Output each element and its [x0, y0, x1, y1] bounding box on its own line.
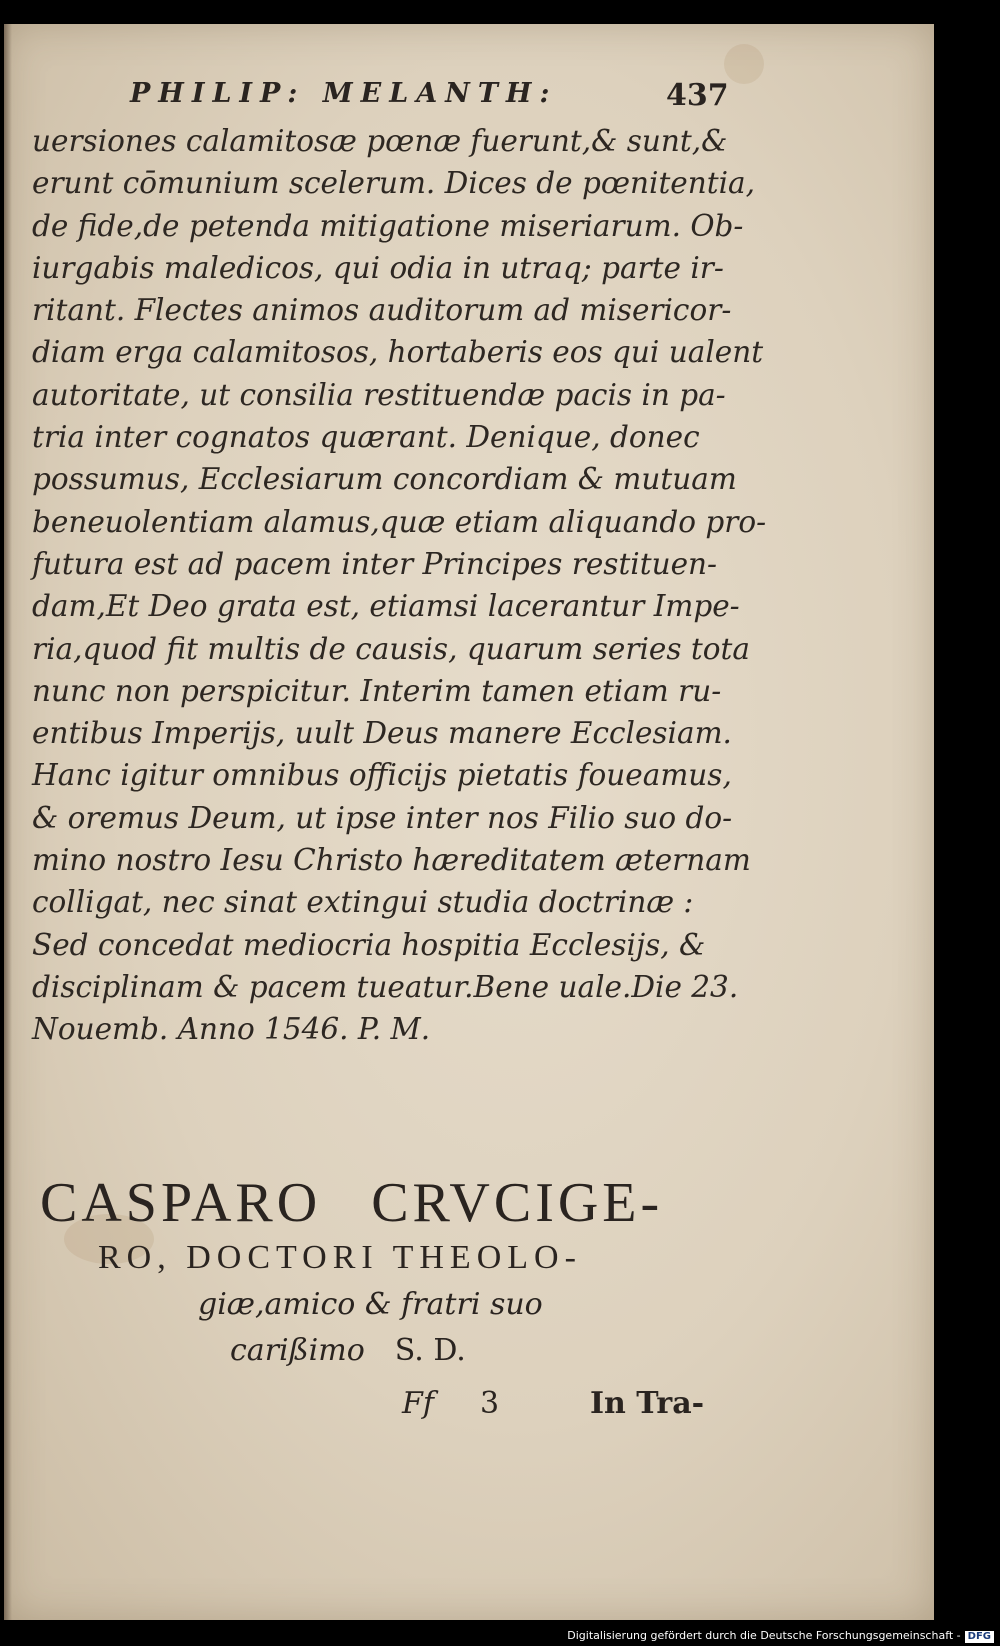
text-line: beneuolentiam alamus,quæ etiam aliquando pro- [32, 504, 767, 539]
leaf-number: 3 [480, 1386, 500, 1421]
text-line: autoritate, ut consilia restituendæ pacis in pa- [32, 377, 726, 412]
heading-salutation-word: carißimo [230, 1333, 365, 1368]
text-line: ritant. Flectes animos auditorum ad misericor- [32, 293, 732, 328]
text-line: tria inter cognatos quærant. Denique, donec [32, 420, 700, 455]
text-line: disciplinam & pacem tueatur.Bene uale.Die 23. [32, 969, 739, 1004]
credit-text: Digitalisierung gefördert durch die Deutsche Forschungsgemeinschaft - [567, 1629, 961, 1642]
text-line: possumus, Ecclesiarum concordiam & mutuam [32, 462, 737, 497]
page-footer [402, 1386, 742, 1421]
heading-salutation-abbr: S. D. [394, 1333, 466, 1368]
text-line: ria,quod fit multis de causis, quarum series tota [32, 631, 750, 666]
text-line: Nouemb. Anno 1546. P. M. [32, 1012, 431, 1047]
running-head: PHILIP: MELANTH: [130, 78, 558, 109]
heading-addressee-first: CASPARO [40, 1172, 322, 1234]
letter-body [32, 120, 767, 1051]
page-number: 437 [666, 78, 729, 113]
text-line: colligat, nec sinat extingui studia doctrinæ : [32, 885, 694, 920]
heading-line-1 [40, 1172, 740, 1234]
text-line: de fide,de petenda mitigatione miseriarum. Ob- [32, 208, 744, 243]
text-line: futura est ad pacem inter Principes restituen- [32, 546, 718, 581]
text-line: & oremus Deum, ut ipse inter nos Filio suo do- [32, 800, 733, 835]
dfg-logo: DFG [965, 1631, 994, 1643]
heading-line-4 [230, 1328, 740, 1374]
signature-mark: Ff [402, 1386, 434, 1421]
text-line: dam,Et Deo grata est, etiamsi lacerantur Impe- [32, 589, 740, 624]
paper-stain [724, 44, 764, 84]
heading-addressee-surname: CRVCIGE- [371, 1172, 664, 1234]
text-line: iurgabis maledicos, qui odia in utraq; parte ir- [32, 250, 724, 285]
letter-heading [40, 1172, 740, 1374]
text-line: mino nostro Iesu Christo hæreditatem æternam [32, 843, 751, 878]
text-line: Sed concedat mediocria hospitia Ecclesijs, & [32, 927, 706, 962]
text-line: entibus Imperijs, uult Deus manere Ecclesiam. [32, 716, 732, 751]
text-line: Hanc igitur omnibus officijs pietatis foueamus, [32, 758, 732, 793]
catchword: In Tra- [590, 1386, 705, 1421]
heading-line-3: giæ,amico & fratri suo [198, 1287, 543, 1322]
digitization-credit [567, 1629, 994, 1643]
text-line: erunt cōmunium scelerum. Dices de pœnitentia, [32, 166, 756, 201]
text-line: uersiones calamitosæ pœnæ fuerunt,& sunt,& [32, 124, 728, 158]
heading-line-2: RO, DOCTORI THEOLO- [98, 1239, 582, 1276]
text-line: diam erga calamitosos, hortaberis eos qui ualent [32, 335, 764, 370]
page-gutter-shadow [4, 24, 12, 1620]
text-line: nunc non perspicitur. Interim tamen etiam ru- [32, 673, 722, 708]
